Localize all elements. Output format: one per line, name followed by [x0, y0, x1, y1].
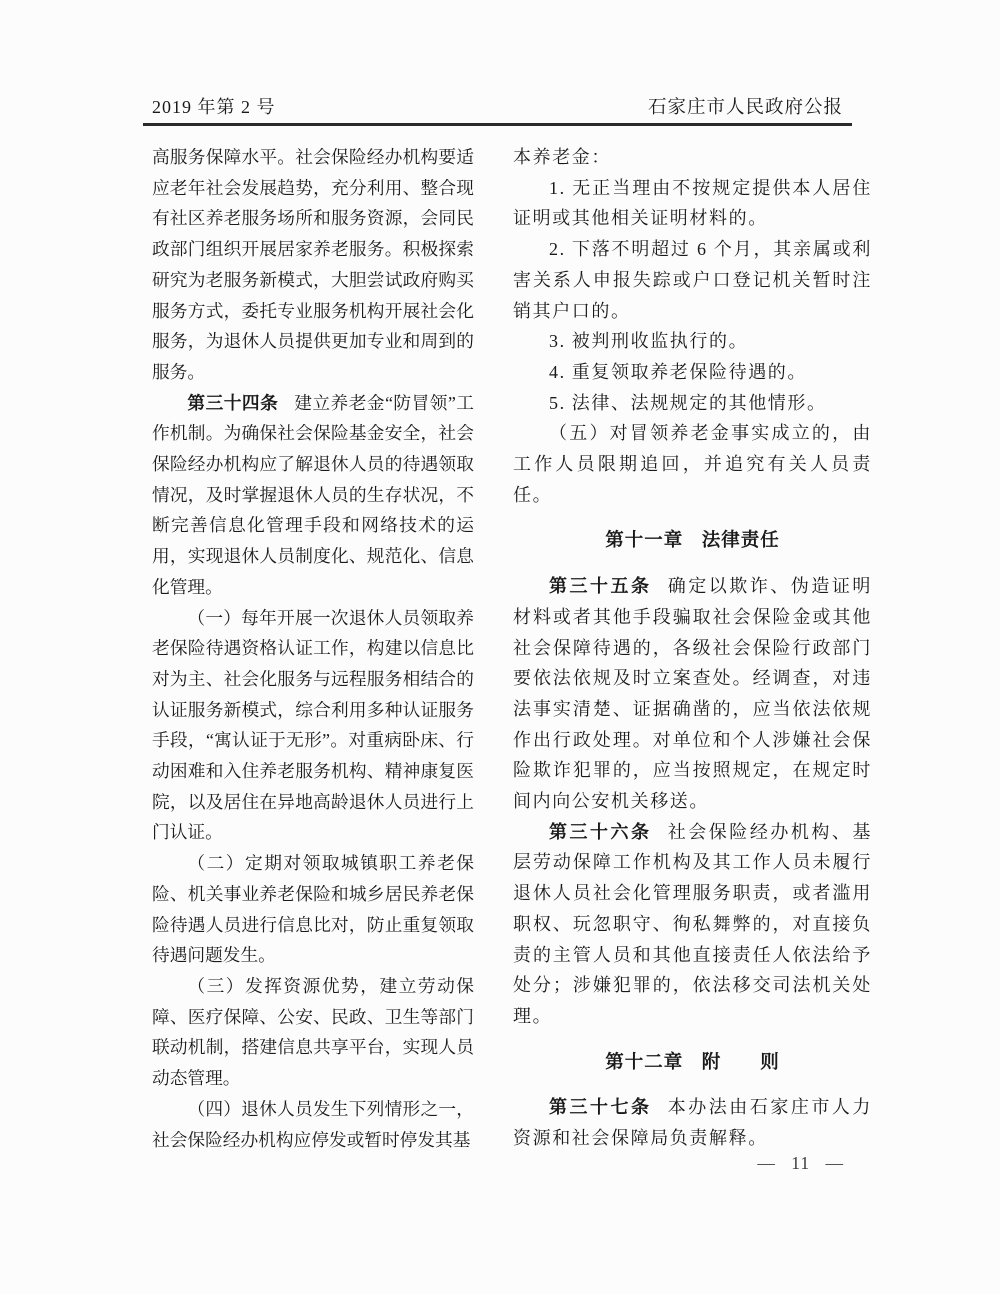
article-paragraph [513, 1092, 872, 1153]
chapter-heading [513, 525, 872, 556]
right-column [513, 142, 872, 1154]
chapter-number: 第十二章 [605, 1050, 684, 1072]
article-text: 本办法由石家庄市人力资源和社会保障局负责解释。 [513, 1097, 873, 1149]
article-text: 社会保险经办机构、基层劳动保障工作机构及其工作人员未履行退休人员社会化管理服务职责，或者滥用职权、玩忽职守、徇私舞弊的，对直接负责的主管人员和其他直接责任人依法给予处分；涉嫌犯罪的，依法移交司法机关处理。 [513, 821, 873, 1026]
chapter-heading [513, 1047, 872, 1078]
article-number: 第三十四条 [187, 392, 279, 413]
list-item: 1. 无正当理由不按规定提供本人居住证明或其他相关证明材料的。 [513, 177, 872, 229]
article-number: 第三十五条 [549, 576, 652, 597]
chapter-title: 法律责任 [701, 529, 780, 551]
list-item: 3. 被判刑收监执行的。 [549, 331, 749, 352]
article-paragraph [513, 571, 872, 817]
body-paragraph: （四）退休人员发生下列情形之一，社会保险经办机构应停发或暂时停发其基 [152, 1098, 474, 1150]
header-issue-number: 2019 年第 2 号 [152, 97, 276, 117]
article-text: 确定以欺诈、伪造证明材料或者其他手段骗取社会保险金或其他社会保障待遇的，各级社会保险行政部门要依法依规及时立案查处。经调查，对违法事实清楚、证据确凿的，应当依法依规作出行政处理。对单位和个人涉嫌社会保险欺诈犯罪的，应当按照规定，在规定时间内向公安机关移送。 [513, 576, 873, 812]
left-column [152, 142, 474, 1155]
chapter-number: 第十一章 [605, 529, 684, 551]
header-gazette-title: 石家庄市人民政府公报 [647, 98, 843, 118]
list-item: 5. 法律、法规规定的其他情形。 [549, 392, 827, 413]
body-paragraph: （二）定期对领取城镇职工养老保险、机关事业养老保险和城乡居民养老保险待遇人员进行信息比对，防止重复领取待遇问题发生。 [152, 853, 474, 966]
body-paragraph: （三）发挥资源优势，建立劳动保障、医疗保障、公安、民政、卫生等部门联动机制，搭建信息共享平台，实现人员动态管理。 [152, 975, 474, 1089]
header-rule [143, 123, 852, 126]
page-number: — 11 — [757, 1153, 844, 1173]
body-paragraph: 本养老金： [513, 147, 611, 167]
body-paragraph: （五）对冒领养老金事实成立的，由工作人员限期追回，并追究有关人员责任。 [513, 423, 872, 505]
article-paragraph [152, 388, 474, 603]
article-paragraph [513, 817, 872, 1032]
chapter-title: 附 则 [701, 1050, 780, 1072]
article-number: 第三十七条 [549, 1097, 652, 1118]
list-item: 4. 重复领取养老保险待遇的。 [549, 361, 807, 382]
list-item: 2. 下落不明超过 6 个月，其亲属或利害关系人申报失踪或户口登记机关暂时注销其户口的。 [513, 239, 872, 321]
article-number: 第三十六条 [549, 821, 652, 842]
body-paragraph: （一）每年开展一次退休人员领取养老保险待遇资格认证工作，构建以信息比对为主、社会化服务与远程服务相结合的认证服务新模式，综合利用多种认证服务手段，“寓认证于无形”。对重病卧床、行动困难和入住养老服务机构、精神康复医院，以及居住在异地高龄退休人员进行上门认证。 [152, 607, 474, 843]
body-paragraph: 高服务保障水平。社会保险经办机构要适应老年社会发展趋势，充分利用、整合现有社区养老服务场所和服务资源，会同民政部门组织开展居家养老服务。积极探索研究为老服务新模式，大胆尝试政府购买服务方式，委托专业服务机构开展社会化服务，为退休人员提供更加专业和周到的服务。 [152, 147, 474, 382]
article-text: 建立养老金“防冒领”工作机制。为确保社会保险基金安全，社会保险经办机构应了解退休人员的待遇领取情况，及时掌握退休人员的生存状况，不断完善信息化管理手段和网络技术的运用，实现退休人员制度化、规范化、信息化管理。 [152, 392, 474, 597]
